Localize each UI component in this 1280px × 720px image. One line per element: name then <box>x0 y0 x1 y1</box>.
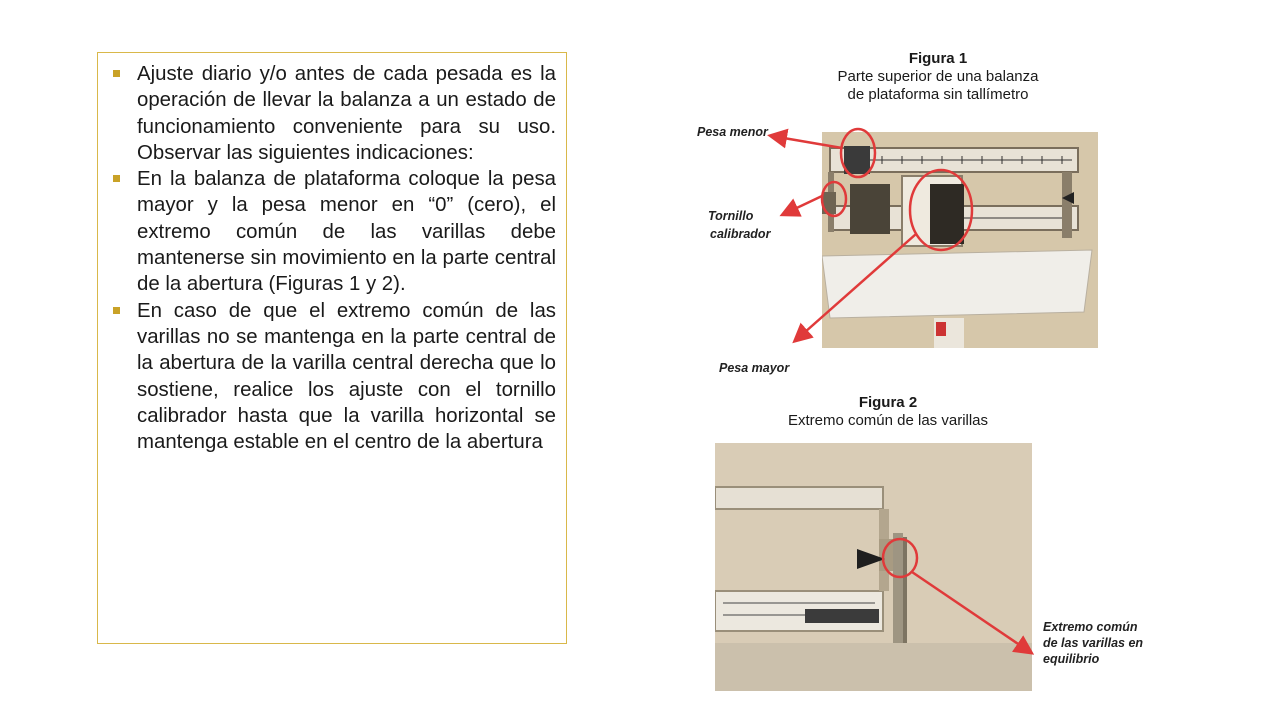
scale-top-illustration <box>822 132 1098 348</box>
figure2-photo <box>715 443 1032 691</box>
figure2-caption: Extremo común de las varillas <box>787 412 989 429</box>
square-bullet-icon <box>113 307 120 314</box>
instructions-textbox <box>97 52 567 644</box>
callout-pesa-menor: Pesa menor <box>697 125 768 139</box>
callout-extremo-line1: Extremo común <box>1043 620 1138 634</box>
figure1-photo <box>822 132 1098 348</box>
callout-extremo-line3: equilibrio <box>1043 652 1100 666</box>
beam-end-illustration <box>715 443 1032 691</box>
tornillo-arrow <box>784 196 822 214</box>
instruction-item <box>112 166 556 297</box>
callout-tornillo-calibrador <box>708 208 770 242</box>
instruction-text: En caso de que el extremo común de las varillas no se mantenga en la parte central de la abertura de la varilla central derecha que lo sostiene, realice los ajuste con el tornillo calibrador hasta que la varilla horizontal se mantenga estable en el centro de la abertura <box>137 299 556 454</box>
callout-extremo-line2: de las varillas en <box>1043 636 1144 650</box>
instruction-list <box>112 61 556 455</box>
square-bullet-icon <box>113 175 120 182</box>
figure2-title <box>740 394 1036 430</box>
instruction-text: Ajuste diario y/o antes de cada pesada es la operación de llevar la balanza a un estado de funcionamiento conveniente para su uso. Observar las siguientes indicaciones: <box>137 63 556 164</box>
instruction-item <box>112 61 556 166</box>
figure1-caption-line2: de plataforma sin tallímetro <box>847 86 1029 103</box>
callout-extremo-comun <box>1043 619 1143 667</box>
square-bullet-icon <box>113 70 120 77</box>
instruction-text: En la balanza de plataforma coloque la pesa mayor y la pesa menor en “0” (cero), el extremo común de las varillas debe mantenerse sin movimiento en la parte central de la abertura (Figuras 1 y 2). <box>137 168 556 296</box>
callout-pesa-mayor: Pesa mayor <box>719 361 790 375</box>
figure1-caption-line1: Parte superior de una balanza <box>837 68 1039 85</box>
callout-tornillo-line1: Tornillo <box>708 209 754 223</box>
instruction-item <box>112 298 556 456</box>
figure1-label: Figura 1 <box>908 50 968 67</box>
callout-tornillo-line2: calibrador <box>710 227 771 241</box>
figure1-title <box>790 50 1086 104</box>
figure2-label: Figura 2 <box>858 394 918 411</box>
